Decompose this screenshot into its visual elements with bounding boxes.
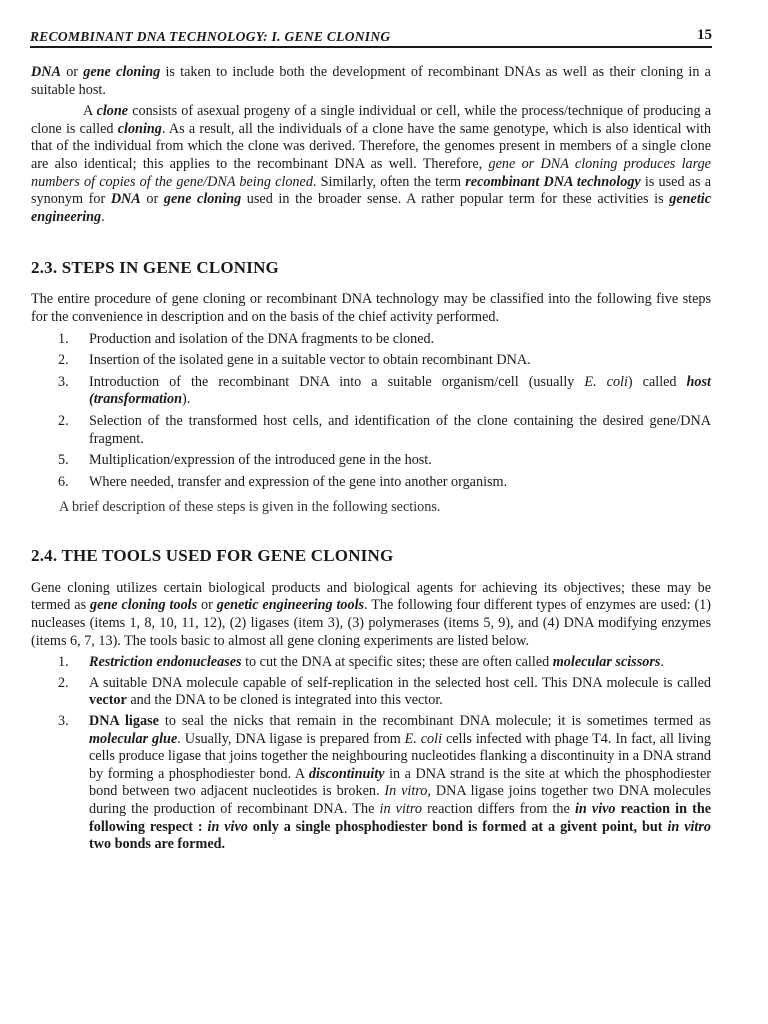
list-item [31,374,711,409]
list-text [89,452,432,468]
text-run: in a DNA strand is the site at which the phosphodiester bond between two adjacent nucleotides is broken. [89,765,711,800]
list-item [31,352,711,370]
text-run: genetic engineering tools [216,597,365,614]
text-run: Selection of the transformed host cells, and identification of the clone containing the desired gene/DNA fragment. [89,412,711,447]
running-header [30,24,712,48]
text-run: cloning [117,120,162,137]
text-run: discontinuity [308,765,385,782]
text-run: A [83,103,97,120]
steps-note: A brief description of these steps is given in the following sections. [59,499,441,516]
text-run: , DNA ligase joins together two DNA molecules during the production of recombinant DNA. The [89,783,712,817]
list-text [89,331,434,347]
list-number: 2. [58,674,69,691]
text-run: vector [89,692,127,709]
list-item [31,331,711,349]
list-number: 1. [58,330,69,347]
text-run: or [140,191,164,208]
text-run: recombinant DNA technology [465,173,641,190]
tools-intro-paragraph [31,580,711,650]
text-run: or [60,64,84,80]
text-run: ) called [627,373,687,390]
text-run: reaction in the following respect : [89,801,712,835]
text-run: . [101,208,105,225]
page-number: 15 [697,27,712,43]
list-text [89,413,711,447]
list-text [89,352,531,368]
text-run: In vitro [384,783,428,800]
text-run: ). [182,391,191,408]
section-heading-steps: 2.3. STEPS IN GENE CLONING [31,258,279,278]
list-number: 6. [58,473,69,490]
text-run: cells infected with phage T4. In fact, all living cells produce ligase that joins together the neighbouring nucleotides flanking a discontinuity in a DNA strand by forming a phosphodiester bond. A [89,730,711,782]
text-run: DNA [31,64,61,80]
text-run: gene cloning [163,191,242,208]
list-number: 1. [58,654,69,671]
text-run: DNA ligase [89,713,159,730]
list-item [31,675,711,710]
text-run: is taken to include both the development of recombinant DNAs as well as their cloning in a suitable host. [31,64,711,98]
text-run: A suitable DNA molecule capable of self-replication in the selected host cell. This DNA molecule is called [89,674,711,691]
text-run: . Usually, DNA ligase is prepared from [177,730,405,747]
text-run: Insertion of the isolated gene in a suitable vector to obtain recombinant DNA. [89,352,531,369]
header-title: RECOMBINANT DNA TECHNOLOGY: I. GENE CLONING [30,29,391,44]
text-run: Restriction endonucleases [89,654,242,671]
text-run: Where needed, transfer and expression of the gene into another organism. [89,473,508,490]
list-item [31,654,711,672]
list-text [89,713,711,852]
tools-list [31,654,711,854]
list-number: 3. [58,713,69,730]
steps-list [31,331,711,492]
text-run: or [197,597,217,614]
list-text [89,374,711,408]
text-run: DNA [110,191,141,208]
text-run: gene cloning tools [90,597,198,614]
text-run: gene or DNA cloning produces large numbers of copies of the gene/DNA being cloned [31,155,711,190]
text-run: in vivo [574,801,616,817]
text-run: gene cloning [83,64,161,80]
text-run: reaction differs from the [421,801,575,817]
text-run: E. coli [584,373,628,390]
list-item [31,413,711,448]
steps-intro-paragraph: The entire procedure of gene cloning or recombinant DNA technology may be classified into the following five steps for the convenience in description and on the basis of the chief activity performed. [31,291,711,325]
intro-paragraph-2 [31,103,711,226]
text-run: is used as a synonym for [31,173,711,208]
text-run: in vitro [379,801,422,817]
intro-paragraph-1 [31,64,711,99]
list-number: 2. [58,352,69,369]
text-run: Introduction of the recombinant DNA into a suitable organism/cell (usually [89,373,585,390]
text-run: in vivo [207,818,248,835]
text-run: consists of asexual progeny of a single individual or cell, while the process/technique of producing a clone is called [31,103,711,137]
text-run: molecular scissors [552,654,661,671]
text-run: Gene cloning utilizes certain biological products and biological agents for achieving its objectives; these may be termed as [31,579,711,614]
list-item [31,452,711,470]
text-run: only a single phosphodiester bond is formed at a givent point, but [247,818,668,835]
text-run: host (transformation [89,373,711,408]
text-run: clone [96,103,129,120]
page-body [31,64,711,857]
list-item [31,474,711,492]
list-text [89,474,507,490]
text-run: Multiplication/expression of the introduced gene in the host. [89,452,432,469]
text-run: . [660,654,664,671]
text-run: E. coli [404,730,443,747]
text-run: Production and isolation of the DNA fragments to be cloned. [89,330,435,347]
text-run: to cut the DNA at specific sites; these are often called [241,654,553,671]
text-run: molecular glue [89,730,178,747]
text-run: . Similarly, often the term [312,173,466,190]
list-item [31,713,711,854]
text-run: genetic engineering [31,191,711,225]
text-run: used in the broader sense. A rather popular term for these activities is [241,191,670,208]
text-run: and the DNA to be cloned is integrated into this vector. [126,692,443,709]
text-run: two bonds are formed. [89,836,226,853]
text-run: . The following four different types of enzymes are used: (1) nucleases (items 1, 8, 10, 11, 12), (2) ligases (item 3), (3) polymerases (items 5, 9), and (4) DNA modifying enzymes (items 6, 7, 13). The tools basic to almost all gene cloning experiments are listed below. [31,597,712,649]
list-text [89,675,711,709]
list-number: 5. [58,452,69,469]
list-number: 3. [58,373,69,390]
section-heading-tools: 2.4. THE TOOLS USED FOR GENE CLONING [31,545,394,565]
text-run: to seal the nicks that remain in the recombinant DNA molecule; it is sometimes termed as [158,713,711,730]
list-number: 2. [58,412,69,429]
list-text [89,654,664,670]
text-run: . As a result, all the individuals of a clone have the same genotype, which is also identical with that of the individual from which the clone was derived. Therefore, the genomes present in members of a single clone are also identical; this applies to the recombinant DNA as well. Therefore, [31,120,711,172]
text-run: in vitro [667,818,711,835]
